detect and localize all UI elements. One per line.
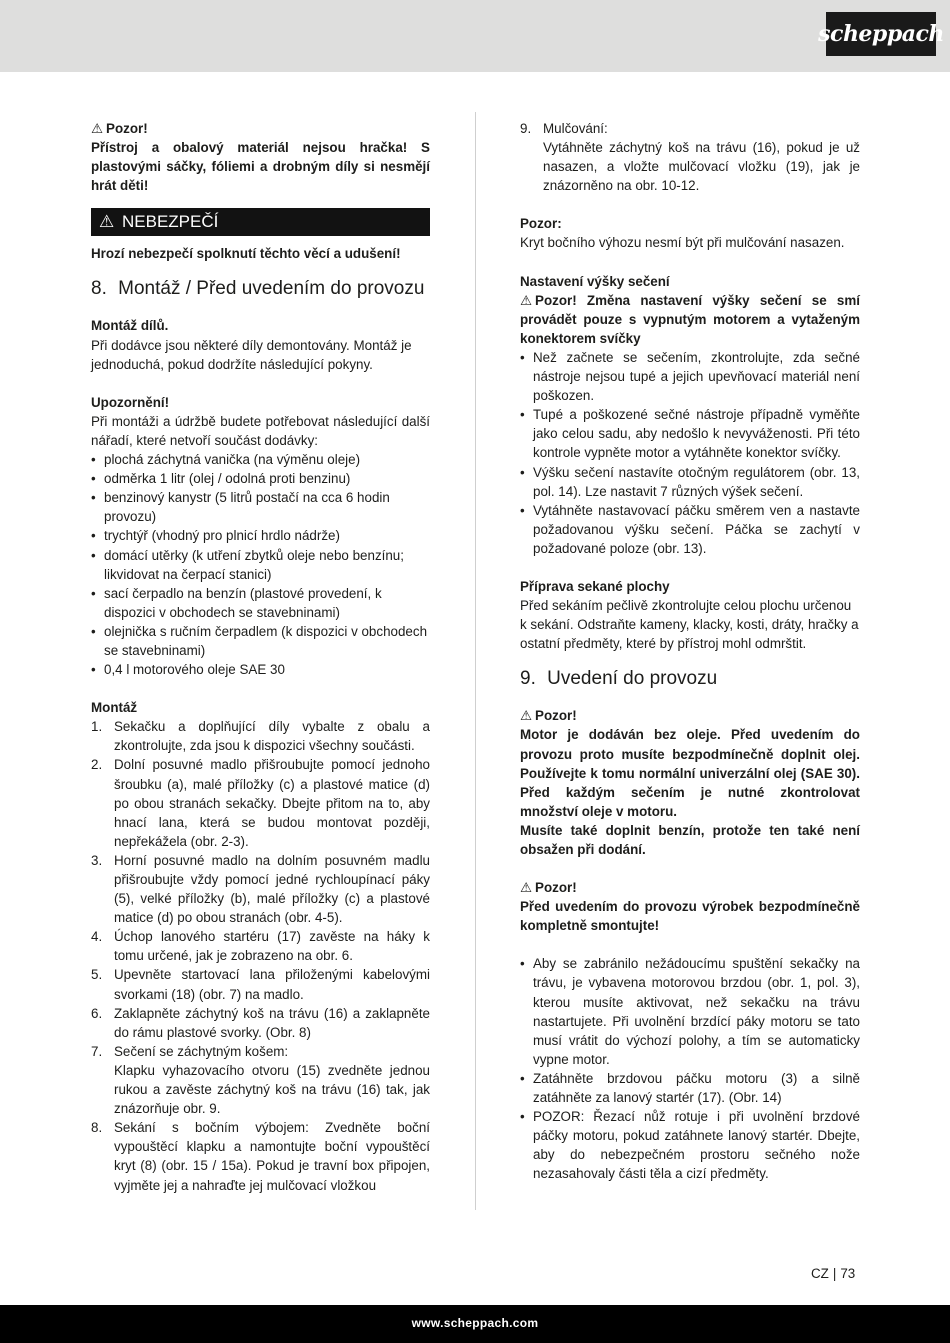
height-list — [520, 348, 860, 558]
caution-text: Kryt bočního výhozu nesmí být při mulčování nasazen. — [520, 235, 845, 251]
list-item: • benzinový kanystr (5 litrů postačí na cca 6 hodin provozu) — [91, 488, 430, 526]
montage-title: Montáž — [91, 700, 138, 716]
list-item: • 0,4 l motorového oleje SAE 30 — [91, 660, 430, 679]
list-item: 1. Sekačku a doplňující díly vybalte z obalu a zkontrolujte, zda jsou k dispozici všechny součásti. — [91, 719, 430, 754]
start-list — [520, 954, 860, 1183]
column-divider — [475, 112, 476, 1210]
notice-title: Upozornění! — [91, 394, 170, 410]
list-item: • olejnička s ručním čerpadlem (k dispozici v obchodech se stavebninami) — [91, 622, 430, 660]
warning-heading: ⚠ Pozor! — [91, 119, 430, 138]
warning-text: Přístroj a obalový materiál nejsou hračka! S plastovými sáčky, fóliemi a drobným díly si nesmějí hrát děti! — [91, 140, 430, 194]
assembly-text: Při dodávce jsou některé díly demontovány. Montáž je jednoduchá, pokud dodržíte následující pokyny. — [91, 337, 412, 372]
list-item: 6. Zaklapněte záchytný koš na trávu (16) a zaklapněte do rámu plastové svorky. (Obr. 8) — [91, 1005, 430, 1040]
list-item: • trychtýř (vhodný pro plnicí hrdlo nádrže) — [91, 526, 430, 545]
left-column — [91, 119, 430, 1195]
height-warning: ⚠ Pozor! Změna nastavení výšky sečení se smí provádět pouze s vypnutým motorem a vytaženým konektorem svíčky — [520, 292, 860, 346]
list-item: • odměrka 1 litr (olej / odolná proti benzinu) — [91, 469, 430, 488]
list-item: • domácí utěrky (k utření zbytků oleje nebo benzínu; likvidovat na čerpací stanici) — [91, 546, 430, 584]
footer-url[interactable]: www.scheppach.com — [411, 1316, 539, 1330]
prep-text: Před sekáním pečlivě zkontrolujte celou plochu určenou k sekání. Odstraňte kameny, klacky, kosti, dráty, hračky a ostatní předměty, které by přístroj mohl odmrštit. — [520, 598, 859, 652]
footer-bar — [0, 1305, 950, 1343]
list-item: • Vytáhněte nastavovací páčku směrem ven a nastavte požadovanou výšku sečení. Páčka se zachytí v požadované poloze (obr. 13). — [520, 501, 860, 558]
scheppach-logo — [818, 12, 944, 56]
list-item: 2. Dolní posuvné madlo přišroubujte pomocí jednoho šroubku (a), malé příložky (c) a plastové matice (d) po obou stranách sekačky. Dbejte přitom na to, aby hnací lana, která se budou montovat později, nepřekážela (obr. 2-3). — [91, 757, 430, 849]
list-item: • Než začnete se sečením, zkontrolujte, zda sečné nástroje nejsou tupé a jejich upevňovací materiál není poškozen. — [520, 348, 860, 405]
warning-text: Před uvedením do provozu výrobek bezpodmínečně kompletně smontujte! — [520, 899, 860, 934]
montage-steps — [91, 717, 430, 1194]
section-8-heading: 8. Montáž / Před uvedením do provozu — [91, 278, 425, 300]
danger-text: Hrozí nebezpečí spolknutí těchto věcí a udušení! — [91, 246, 401, 262]
list-item: 7. Sečení se záchytným košem: Klapku vyhazovacího otvoru (15) zvedněte jednou rukou a zavěste záchytný koš na trávu (16) tak, jak znázorňuje obr. 9. — [91, 1043, 430, 1117]
notice-text: Při montáži a údržbě budete potřebovat následující další nářadí, které netvoří součást dodávky: — [91, 413, 430, 448]
logo-text: scheppach — [818, 21, 944, 47]
step-9 — [520, 119, 860, 195]
warning-icon: ⚠ — [520, 292, 533, 308]
separator: | — [832, 1266, 837, 1281]
height-title: Nastavení výšky sečení — [520, 273, 670, 289]
page-number: CZ | 73 — [811, 1266, 856, 1281]
warning-heading: ⚠ Pozor! — [520, 706, 860, 725]
list-item: • plochá záchytná vanička (na výměnu oleje) — [91, 450, 430, 469]
list-item: 9. Mulčování: Vytáhněte záchytný koš na trávu (16), pokud je už nasazen, a vložte mulčovací vložku (19), jak je znázorněno na obr. 10-12. — [520, 121, 860, 194]
danger-banner: ⚠ NEBEZPEČÍ — [91, 208, 430, 236]
warning-heading: ⚠ Pozor! — [520, 878, 860, 897]
right-column — [520, 119, 860, 1184]
warning-icon: ⚠ — [91, 121, 104, 136]
prep-title: Příprava sekané plochy — [520, 578, 670, 594]
caution-title: Pozor: — [520, 216, 562, 232]
list-item: • Výšku sečení nastavíte otočným regulátorem (obr. 13, pol. 14). Lze nastavit 7 různých výšek sečení. — [520, 463, 860, 501]
warning-icon: ⚠ — [520, 708, 533, 724]
list-item: • Zatáhněte brzdovou páčku motoru (3) a silně zatáhněte za lanový startér (17). (Obr. 14) — [520, 1069, 860, 1107]
list-item: 5. Upevněte startovací lana přiloženými kabelovými svorkami (18) (obr. 7) na madlo. — [91, 967, 430, 1002]
warning-icon: ⚠ — [99, 212, 115, 232]
list-item: • Aby se zabránilo nežádoucímu spuštění sekačky na trávu, je vybavena motorovou brzdou (obr. 1, pol. 3), kterou musíte aktivovat, než sekačku na trávu nastartujete. Při uvolnění brzdící páky motoru se tato musí vrátit do výchozí polohy, a tím se automaticky vypne motor. — [520, 954, 860, 1069]
tools-list — [91, 450, 430, 679]
section-9-heading: 9. Uvedení do provozu — [520, 668, 718, 690]
list-item: 3. Horní posuvné madlo na dolním posuvném madlu přišroubujte vždy pomocí jedné rychloupínací páky (5), velké příložky (b), malé příložky (c) a plastové matice (d) po obou stranách (obr. 4-5). — [91, 852, 430, 926]
header-bar — [0, 0, 950, 72]
list-item: • POZOR: Řezací nůž rotuje i při uvolnění brzdové páčky motoru, pokud zatáhnete lanový startér. Dbejte, aby do nebezpečném prostoru sečného nože nezasahovaly části těla a cizí předměty. — [520, 1107, 860, 1183]
list-item: 8. Sekání s bočním výbojem: Zvedněte boční vypouštěcí klapku a namontujte boční vypouštěcí kryt (8) (obr. 15 / 15a). Pokud je travní box připojen, vyjměte jej a nahraďte jej mulčovací vložkou — [91, 1120, 430, 1193]
assembly-title: Montáž dílů. — [91, 318, 169, 334]
list-item: • sací čerpadlo na benzín (plastové provedení, k dispozici v obchodech se stavebninami) — [91, 584, 430, 622]
warning-icon: ⚠ — [520, 880, 533, 896]
warning-text: Musíte také doplnit benzín, protože ten také není obsažen při dodání. — [520, 822, 860, 857]
list-item: • Tupé a poškozené sečné nástroje případně vyměňte jako celou sadu, aby nedošlo k nevyváženosti. Při této kontrole vypněte motor a vytáhněte konektor svíčky. — [520, 405, 860, 462]
list-item: 4. Úchop lanového startéru (17) zavěste na háky k tomu určené, jak je zobrazeno na obr. 6. — [91, 929, 430, 964]
warning-text: Motor je dodáván bez oleje. Před uvedením do provozu proto musíte bezpodmínečně doplnit olej. Používejte k tomu normální univerzální olej (SAE 30). Před každým sečením je nutné zkontrolovat množství oleje v motoru. — [520, 727, 860, 819]
